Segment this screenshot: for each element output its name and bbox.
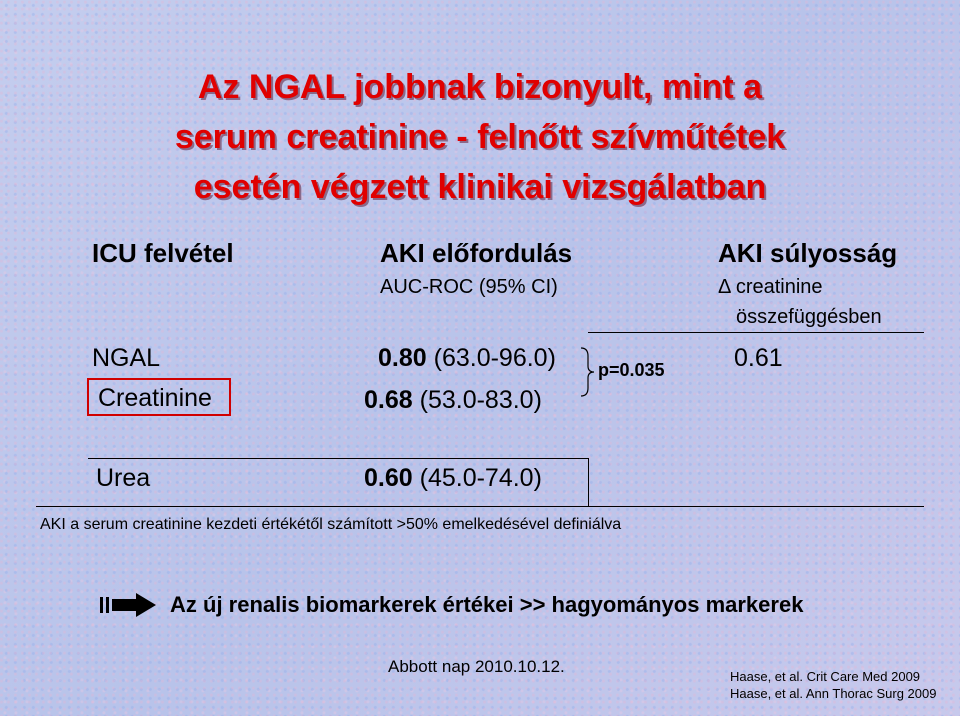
row-label-creatinine: Creatinine <box>98 384 212 412</box>
slide-title <box>0 62 960 212</box>
aki-definition: AKI a serum creatinine kezdeti értékétől számított >50% emelkedésével definiálva <box>40 516 622 533</box>
urea-auc-cell <box>364 464 542 493</box>
table-bottom-divider <box>36 506 924 507</box>
reference-1: Haase, et al. Crit Care Med 2009 <box>730 669 921 684</box>
title-line-2: serum creatinine - felnőtt szívműtétek <box>174 118 786 156</box>
header-aki-severity: AKI súlyosság <box>718 238 898 268</box>
creatinine-auc-cell <box>364 386 542 415</box>
reference-2: Haase, et al. Ann Thorac Surg 2009 <box>730 686 937 701</box>
subheader-correlation: összefüggésben <box>736 306 882 328</box>
arrow-right-icon <box>100 591 158 619</box>
creatinine-auc: 0.68 <box>364 386 413 414</box>
conclusion-text: Az új renalis biomarkerek értékei >> hagyományos markerek <box>170 592 804 617</box>
title-line-1: Az NGAL jobbnak bizonyult, mint a <box>197 68 763 106</box>
urea-top-divider <box>88 458 588 459</box>
subheader-auc-roc: AUC-ROC (95% CI) <box>380 276 558 298</box>
header-divider <box>588 332 924 333</box>
p-value: p=0.035 <box>598 360 665 380</box>
row-label-urea: Urea <box>96 464 151 492</box>
header-icu: ICU felvétel <box>92 238 234 268</box>
footer-source: Abbott nap 2010.10.12. <box>388 657 565 676</box>
header-aki-incidence: AKI előfordulás <box>380 238 573 268</box>
ngal-auc-cell <box>378 344 556 373</box>
ngal-auc: 0.80 <box>378 344 427 372</box>
urea-ci: (45.0-74.0) <box>419 464 542 492</box>
row-label-ngal: NGAL <box>92 344 161 372</box>
title-line-3: esetén végzett klinikai vizsgálatban <box>193 168 767 206</box>
creatinine-ci: (53.0-83.0) <box>419 386 542 414</box>
urea-right-divider <box>588 458 589 506</box>
urea-auc: 0.60 <box>364 464 413 492</box>
ngal-severity: 0.61 <box>734 344 783 372</box>
ngal-ci: (63.0-96.0) <box>433 344 556 372</box>
subheader-delta-creatinine: Δ creatinine <box>718 276 823 298</box>
